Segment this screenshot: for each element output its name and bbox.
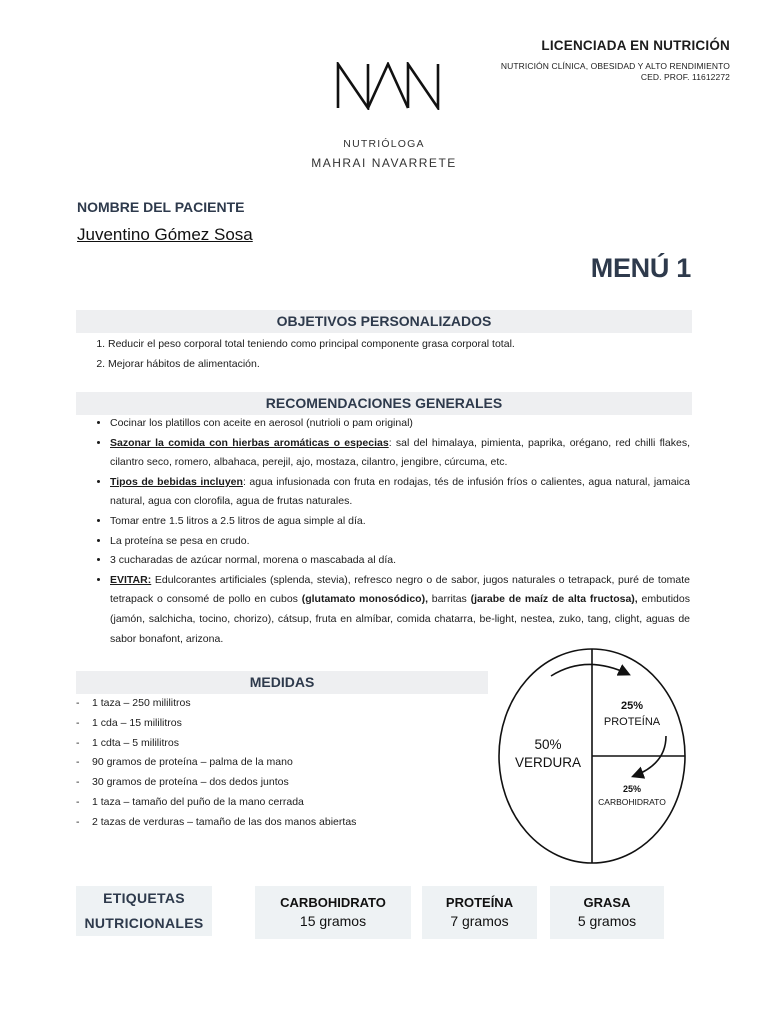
nutrition-labels-title-line2: NUTRICIONALES xyxy=(84,915,204,931)
medidas-list xyxy=(76,694,476,833)
list-item: • Cocinar los platillos con aceite en aerosol (nutrioli o pam original) xyxy=(110,414,690,434)
recommendations-header: RECOMENDACIONES GENERALES xyxy=(76,392,692,415)
label-box-proteina xyxy=(422,886,537,939)
list-item: - 90 gramos de proteína – palma de la mano xyxy=(76,753,476,773)
label-box-carbohidrato xyxy=(255,886,411,939)
objectives-header: OBJETIVOS PERSONALIZADOS xyxy=(76,310,692,333)
rec-label: Tipos de bebidas incluyen xyxy=(110,475,243,488)
logo-role: NUTRIÓLOGA xyxy=(343,138,425,150)
list-item: • Tomar entre 1.5 litros a 2.5 litros de agua simple al día. xyxy=(110,512,690,532)
list-item: 1. Reducir el peso corporal total teniendo como principal componente grasa corporal total. xyxy=(108,334,708,354)
list-item: • La proteína se pesa en crudo. xyxy=(110,532,690,552)
list-item: • Sazonar la comida con hierbas aromáticas o especias: sal del himalaya, pimienta, paprika, orégano, red chilli flakes, cilantro seco, romero, albahaca, perejil, ajo, mostaza, cilantro, jengibre, cúrcuma, etc. xyxy=(110,434,690,473)
plate-diagram xyxy=(496,646,688,866)
verdura-label: VERDURA xyxy=(514,755,582,770)
header-title: LICENCIADA EN NUTRICIÓN xyxy=(541,38,730,53)
menu-title: MENÚ 1 xyxy=(590,253,691,283)
header-subtitle: NUTRICIÓN CLÍNICA, OBESIDAD Y ALTO RENDIMIENTO xyxy=(500,61,730,71)
label-box-value: 5 gramos xyxy=(577,913,637,929)
patient-label: NOMBRE DEL PACIENTE xyxy=(77,199,245,215)
list-item: 2. Mejorar hábitos de alimentación. xyxy=(108,354,708,374)
list-item: • EVITAR: Edulcorantes artificiales (splenda, stevia), refresco negro o de sabor, jugos naturales o tetrapack, puré de tomate tetrapack o consomé de pollo en cubos (glutamato monosódico), barritas (jarabe de maíz de alta fructosa), embutidos (jamón, salchicha, tocino, chorizo), cátsup, fruta en almíbar, comida chatarra, be-light, nestea, zuko, tang, clight, aguas de sabor bonafont, arizona. xyxy=(110,571,690,649)
list-item: - 1 cda – 15 mililitros xyxy=(76,714,476,734)
rec-label: Sazonar la comida con hierbas aromáticas o especias xyxy=(110,436,389,449)
objectives-list xyxy=(88,334,708,374)
patient-name: Juventino Gómez Sosa xyxy=(77,225,253,244)
label-box-value: 15 gramos xyxy=(299,913,367,929)
proteina-label: PROTEÍNA xyxy=(603,716,661,728)
verdura-pct: 50% xyxy=(534,737,562,752)
label-box-title: CARBOHIDRATO xyxy=(280,895,386,910)
carbo-label: CARBOHIDRATO xyxy=(598,797,666,807)
proteina-pct: 25% xyxy=(620,700,644,712)
medidas-header: MEDIDAS xyxy=(76,671,488,694)
nmn-logo xyxy=(336,62,440,110)
header-subtitle-block xyxy=(501,61,730,83)
label-box-title: GRASA xyxy=(583,895,631,910)
logo-name: MAHRAI NAVARRETE xyxy=(311,156,457,170)
label-box-grasa xyxy=(550,886,664,939)
list-item: • 3 cucharadas de azúcar normal, morena o mascabada al día. xyxy=(110,551,690,571)
list-item: • Tipos de bebidas incluyen: agua infusionada con fruta en rodajas, tés de infusión fríos o calientes, agua natural, jamaica natural, agua con clorofila, agua de frutas naturales. xyxy=(110,473,690,512)
nutrition-labels-title-line1: ETIQUETAS xyxy=(103,890,185,906)
list-item: - 2 tazas de verduras – tamaño de las dos manos abiertas xyxy=(76,813,476,833)
recommendations-list xyxy=(88,414,690,649)
rec-label: EVITAR: xyxy=(110,573,152,586)
list-item: - 1 taza – 250 mililitros xyxy=(76,694,476,714)
header-license: CED. PROF. 11612272 xyxy=(640,72,730,82)
label-box-title: PROTEÍNA xyxy=(445,895,514,910)
list-item: - 1 taza – tamaño del puño de la mano cerrada xyxy=(76,793,476,813)
label-box-value: 7 gramos xyxy=(450,913,509,929)
list-item: - 30 gramos de proteína – dos dedos juntos xyxy=(76,773,476,793)
list-item: - 1 cdta – 5 mililitros xyxy=(76,734,476,754)
carbo-pct: 25% xyxy=(622,784,642,794)
nutrition-labels-title xyxy=(76,886,212,936)
